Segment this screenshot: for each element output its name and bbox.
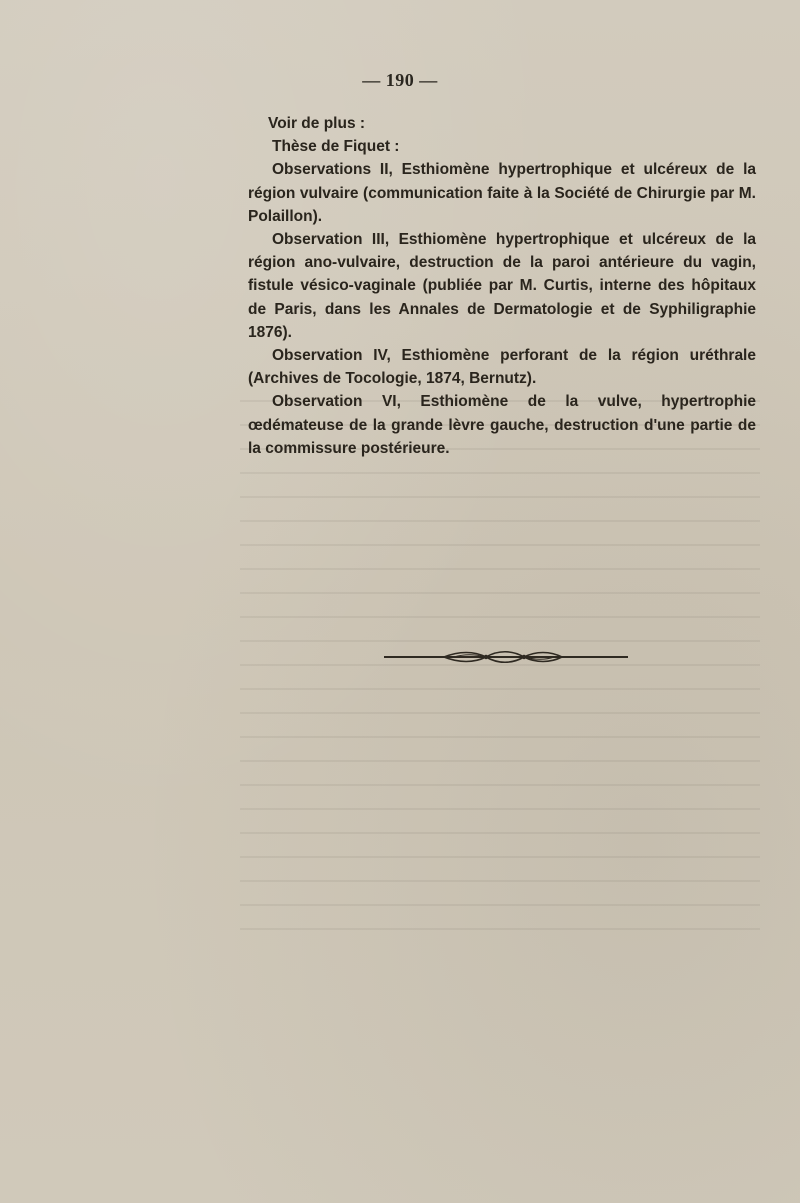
paragraph-observation-iv: Observation IV, Esthiomène perforant de la région uréthrale (Archives de Tocologie, 1874, Bernutz). — [248, 347, 756, 388]
decorative-rule-ornament — [384, 648, 628, 666]
paragraph-observation-ii: Observations II, Esthiomène hypertrophique et ulcéreux de la région vulvaire (communication faite à la Société de Chirurgie par M. Polaillon). — [248, 161, 756, 225]
paragraph-observation-vi: Observation VI, Esthiomène de la vulve, hypertrophie œdémateuse de la grande lèvre gauche, destruction d'une partie de la commissure postérieure. — [248, 393, 756, 457]
paragraph-these-de-fiquet: Thèse de Fiquet : — [272, 138, 400, 156]
paragraph-observation-iii: Observation III, Esthiomène hypertrophique et ulcéreux de la région ano-vulvaire, destruction de la paroi antérieure du vagin, fistule vésico-vaginale (publiée par M. Curtis, interne des hôpitaux de Paris, dans les Annales de Dermatologie et de Syphiligraphie 1876). — [248, 231, 756, 341]
bleed-through-text — [240, 400, 760, 940]
page-number: — 190 — — [362, 70, 438, 90]
paragraph-voir-de-plus: Voir de plus : — [268, 115, 366, 132]
body-text — [248, 112, 756, 460]
